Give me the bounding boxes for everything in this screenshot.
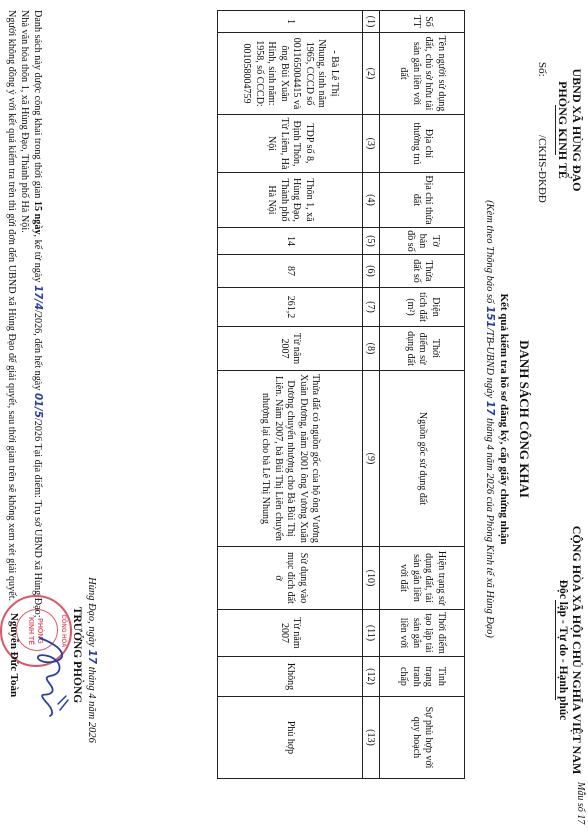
notice-end-date-handwritten: 01/5 xyxy=(32,392,43,418)
notice-text-a: Danh sách này được công khai trong thời gian xyxy=(32,10,43,199)
header-cell: Tờ bản đồ số xyxy=(380,228,465,255)
stamp-center-text: PHÒNG KINH TẾ xyxy=(27,617,43,645)
public-notice-line2: Nhà văn hóa thôn 1, xã Hùng Đạo, Thành phố Hà Nội. xyxy=(19,10,30,233)
header-cell: Địa chỉ thửa đất xyxy=(380,173,465,228)
header-cell: Nguồn gốc sử dụng đất xyxy=(380,371,465,547)
signer-name: Nguyễn Đức Toàn xyxy=(8,612,20,698)
header-cell: Số TT xyxy=(380,11,465,33)
place-date-a: Hùng Đạo, ngày xyxy=(86,577,97,647)
cell-current-use: Sử dụng vào mục đích đất ở xyxy=(218,547,363,610)
notice-duration: 15 ngày xyxy=(32,200,43,235)
ref-day-handwritten: 17 xyxy=(484,400,496,416)
cell-asset-time: Từ năm 2007 xyxy=(218,610,363,657)
header-cell: Thời điểm sử dụng đất xyxy=(380,327,465,371)
column-number: (11) xyxy=(363,610,380,657)
document-reference xyxy=(483,0,496,838)
notice-text-b: , kể từ ngày xyxy=(32,234,43,283)
column-number: (4) xyxy=(363,173,380,228)
ref-part-c: tháng 4 năm 2026 của Phòng Kinh tế xã Hùng Đạo) xyxy=(484,418,495,638)
signer-position: TRƯỞNG PHÒNG xyxy=(71,606,83,704)
header-cell: Sự phù hợp với quy hoạch xyxy=(380,697,465,779)
column-number: (12) xyxy=(363,657,380,697)
cell-use-time: Từ năm 2007 xyxy=(218,327,363,371)
column-number: (6) xyxy=(363,255,380,288)
header-cell: Tên người sử dụng đất, chủ sở hữu tài sản gắn liền với đất xyxy=(380,33,465,115)
column-number: (13) xyxy=(363,697,380,779)
cell-map-sheet: 14 xyxy=(218,228,363,255)
document-subtitle: Kết quả kiểm tra hồ sơ đăng ký, cấp giấy chứng nhận xyxy=(498,293,510,545)
header-cell: Hiện trạng sử dụng đất, tài sản gắn liền với đất xyxy=(380,547,465,610)
notice-text-c: /2026, đến hết ngày xyxy=(32,310,43,391)
table-row xyxy=(218,11,363,779)
table-header-row xyxy=(380,11,465,779)
ref-number-handwritten: 151 xyxy=(484,305,496,328)
doc-number-suffix: /CKHS-ĐKĐĐ xyxy=(536,135,548,203)
signature-place-date xyxy=(86,555,98,765)
cell-planning: Phù hợp xyxy=(218,697,363,779)
nation-title: CỘNG HÒA XÃ HỘI CHỦ NGHĨA VIỆT NAM xyxy=(570,525,584,775)
cell-parcel-address: Thôn 1, xã Hùng Đạo, Thành phố Hà Nội xyxy=(218,173,363,228)
form-number: Mẫu số 17 xyxy=(575,782,586,825)
motto-underline xyxy=(555,600,556,700)
cell-owner: - Bà Lê Thị Nhung, sinh năm 1965, CCCD số 001165004415 và ông Bùi Xuân Hinh, sinh năm: 1958, số CCCD: 001058004759 xyxy=(218,33,363,115)
cell-parcel-number: 87 xyxy=(218,255,363,288)
header-cell: Thời điểm tạo lập tài sản gắn liền với xyxy=(380,610,465,657)
header-cell: Tình trạng tranh chấp xyxy=(380,657,465,697)
cell-area: 261,2 xyxy=(218,288,363,327)
column-number: (7) xyxy=(363,288,380,327)
ref-part-b: /TB-UBND ngày xyxy=(484,327,495,399)
header-cell: Địa chỉ thường trú xyxy=(380,115,465,173)
cell-residence: TDP số 8, Định Thôn, Từ Liêm, Hà Nội xyxy=(218,115,363,173)
cell-stt: 1 xyxy=(218,11,363,33)
org-line1: UBND XÃ HÙNG ĐẠO xyxy=(570,68,584,192)
org-underline xyxy=(555,105,556,155)
handwritten-signature xyxy=(26,630,76,720)
results-table xyxy=(217,10,465,779)
header-cell: Diện tích đất (m²) xyxy=(380,288,465,327)
column-number: (3) xyxy=(363,115,380,173)
motto: Độc lập - Tự do - Hạnh phúc xyxy=(557,579,569,721)
doc-number-label: Số: xyxy=(536,62,548,77)
column-number: (2) xyxy=(363,33,380,115)
stamp-top-text: CÔNG HÒA xyxy=(60,614,66,648)
ref-part-a: (Kèm theo Thông báo số xyxy=(484,200,495,304)
cell-origin: Thửa đất có nguồn gốc của hộ ông Vương Xuân Dương, năm 2001 ông Vương Xuân Dương chuyển nhượng cho Bà Bùi Thị Liên. Năm 2007, bà Bùi Thị Liên chuyển nhượng lại cho bà Lê Thị Nhung xyxy=(218,371,363,547)
column-number-row xyxy=(363,11,380,779)
org-line2: PHÒNG KINH TẾ xyxy=(556,81,570,179)
cell-dispute: Không xyxy=(218,657,363,697)
column-number: (5) xyxy=(363,228,380,255)
notice-start-date-handwritten: 17/4 xyxy=(32,285,43,311)
header-cell: Thửa đất số xyxy=(380,255,465,288)
column-number: (9) xyxy=(363,371,380,547)
public-notice-line3: Người không đồng ý với kết quả kiểm tra trên thì gửi đơn đến UBND xã Hùng Đạo để giải quyết, sau thời gian trên sẽ không xem xét giải quyết. xyxy=(6,10,17,602)
column-number: (8) xyxy=(363,327,380,371)
column-number: (10) xyxy=(363,547,380,610)
document-title: DANH SÁCH CÔNG KHAI xyxy=(517,340,532,498)
place-day-handwritten: 17 xyxy=(86,649,98,665)
notice-text-d: /2026 Tại địa điểm: Trụ sở UBND xã Hùng Đạo; xyxy=(32,417,43,618)
column-number: (1) xyxy=(363,11,380,33)
place-date-b: tháng 4 năm 2026 xyxy=(86,666,97,743)
